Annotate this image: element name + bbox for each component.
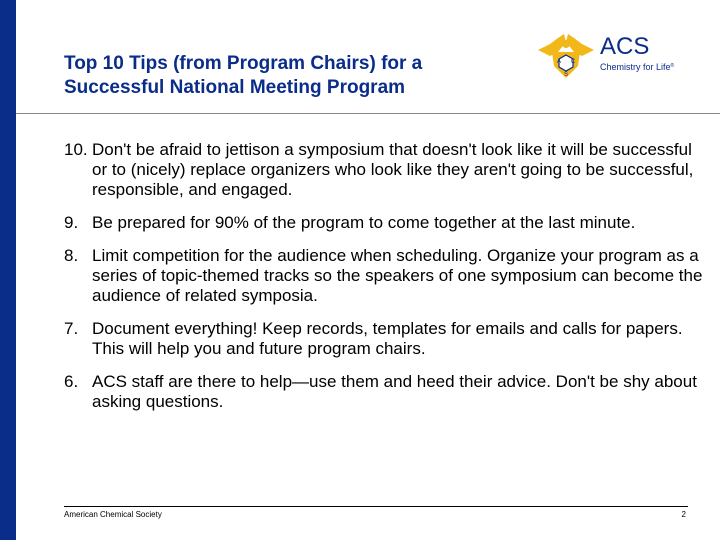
tip-item — [64, 246, 704, 306]
emblem-letter-a: A — [556, 59, 562, 65]
slide-title-line-2: Successful National Meeting Program — [64, 77, 406, 98]
tip-number: 6. — [64, 372, 79, 391]
tip-item — [64, 319, 704, 359]
page-number: 2 — [681, 510, 686, 519]
slide-title-line-1: Top 10 Tips (from Program Chairs) for a — [64, 53, 423, 74]
tip-text: Document everything! Keep records, templates for emails and calls for papers. This will help you and future program chairs. — [92, 319, 683, 358]
tip-text: Limit competition for the audience when scheduling. Organize your program as a series of topic-themed tracks so the speakers of one symposium can become the audience of related symposia. — [92, 246, 703, 305]
logo-tagline — [600, 62, 675, 72]
logo-wordmark: ACS — [600, 33, 650, 60]
tip-number: 8. — [64, 246, 79, 265]
emblem-letter-c: C — [570, 59, 576, 65]
footer-divider — [64, 506, 688, 507]
tip-text: ACS staff are there to help—use them and heed their advice. Don't be shy about asking questions. — [92, 372, 697, 411]
footer-organization: American Chemical Society — [64, 510, 162, 519]
tip-item — [64, 372, 704, 412]
left-accent-bar — [0, 0, 16, 540]
logo-trademark: ® — [670, 63, 675, 69]
acs-eagle-emblem-icon — [536, 30, 686, 86]
tip-number: 10. — [64, 140, 88, 159]
tips-list — [64, 140, 704, 425]
tip-number: 9. — [64, 213, 79, 232]
acs-logo — [536, 30, 686, 86]
tip-number: 7. — [64, 319, 79, 338]
header-divider — [16, 113, 720, 114]
tip-text: Be prepared for 90% of the program to come together at the last minute. — [92, 213, 636, 232]
slide-title — [64, 52, 504, 100]
tip-item — [64, 213, 704, 233]
tip-text: Don't be afraid to jettison a symposium that doesn't look like it will be successful or to (nicely) replace organizers who look like they aren't going to be successful, responsible, and engaged. — [92, 140, 694, 199]
emblem-letter-s: S — [563, 72, 569, 78]
logo-tagline-text: Chemistry for Life — [600, 62, 671, 72]
tip-item — [64, 140, 704, 200]
